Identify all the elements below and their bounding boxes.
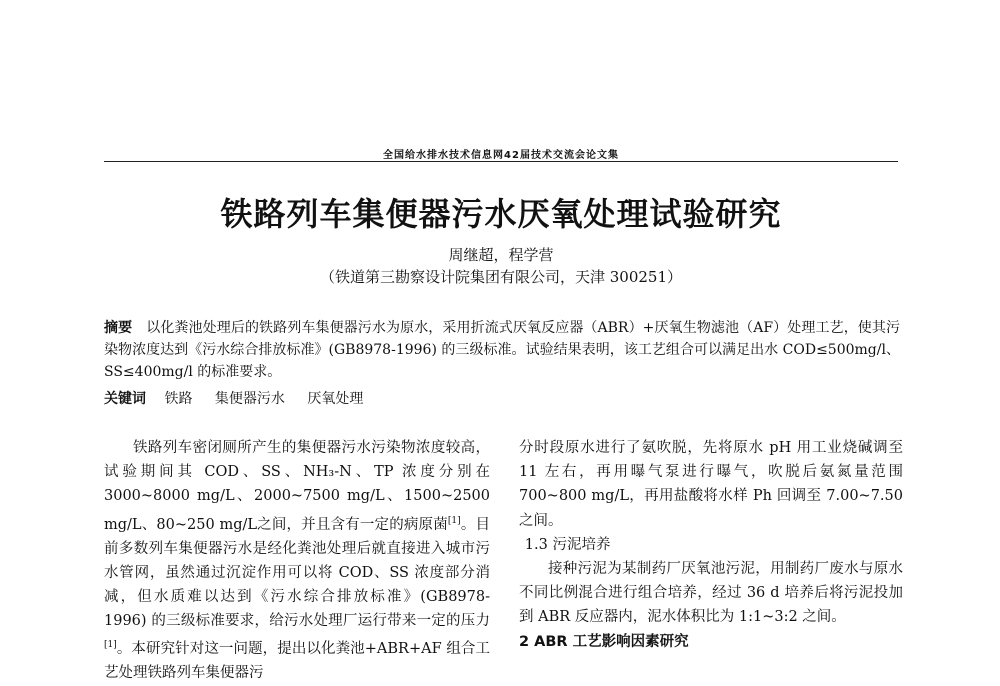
intro-paragraph xyxy=(104,436,490,686)
intro-text-c: 。本研究针对这一问题，提出以化粪池+ABR+AF 组合工艺处理铁路列车集便器污 xyxy=(104,641,490,682)
running-header: 全国给水排水技术信息网42届技术交流会论文集 xyxy=(383,150,619,161)
abstract-text: 以化粪池处理后的铁路列车集便器污水为原水，采用折流式厌氧反应器（ABR）+厌氧生物滤池（AF）处理工艺，使其污染物浓度达到《污水综合排放标准》(GB8978-1996) 的三级标准。试验结果表明，该工艺组合可以满足出水 COD≤500mg/l、SS≤400mg/l 的标准要求。 xyxy=(104,320,901,380)
keywords xyxy=(104,388,900,410)
body-column-left xyxy=(104,436,490,686)
keywords-label: 关键词 xyxy=(104,391,146,407)
sludge-paragraph: 接种污泥为某制药厂厌氧池污泥，用制药厂废水与原水不同比例混合进行组合培养，经过 36 d 培养后将污泥投加到 ABR 反应器内，泥水体积比为 1:1~3:2 之间。 xyxy=(519,561,903,626)
keyword-item: 铁路 xyxy=(164,391,193,407)
body-column-right xyxy=(519,436,903,654)
intro-text-a: 铁路列车密闭厕所产生的集便器污水污染物浓度较高，试验期间其 COD、SS、NH₃-N、TP 浓度分别在 3000~8000 mg/L、2000~7500 mg/L、1500~2500 mg/L、80~250 mg/L之间，并且含有一定的病原菌 xyxy=(104,440,490,533)
abstract-label: 摘要 xyxy=(104,320,133,336)
paper-authors: 周继超，程学营 xyxy=(448,246,554,264)
intro-text-b: 。目前多数列车集便器污水是经化粪池处理后就直接进入城市污水管网，虽然通过沉淀作用可以将 COD、SS 浓度部分消减，但水质难以达到《污水综合排放标准》(GB8978-1996) 的三级标准要求，给污水处理厂运行带来一定的压力 xyxy=(104,516,490,630)
paper-affiliation: （铁道第三勘察设计院集团有限公司，天津 300251） xyxy=(319,268,683,286)
header-rule xyxy=(104,161,898,162)
keyword-item: 厌氧处理 xyxy=(307,391,364,407)
section-title-2: 2 ABR 工艺影响因素研究 xyxy=(519,633,689,650)
citation-ref: [1] xyxy=(104,640,117,651)
ammonia-paragraph: 分时段原水进行了氨吹脱，先将原水 pH 用工业烧碱调至 11 左右，再用曝气泵进行曝气，吹脱后氨氮量范围 700~800 mg/L，再用盐酸将水样 Ph 回调至 7.00~7.50 之间。 xyxy=(519,440,903,529)
paper-title: 铁路列车集便器污水厌氧处理试验研究 xyxy=(220,195,782,233)
keyword-item: 集便器污水 xyxy=(214,391,285,407)
abstract xyxy=(104,317,900,383)
subsection-title-1-3: 1.3 污泥培养 xyxy=(524,536,611,553)
citation-ref: [1] xyxy=(447,515,461,526)
